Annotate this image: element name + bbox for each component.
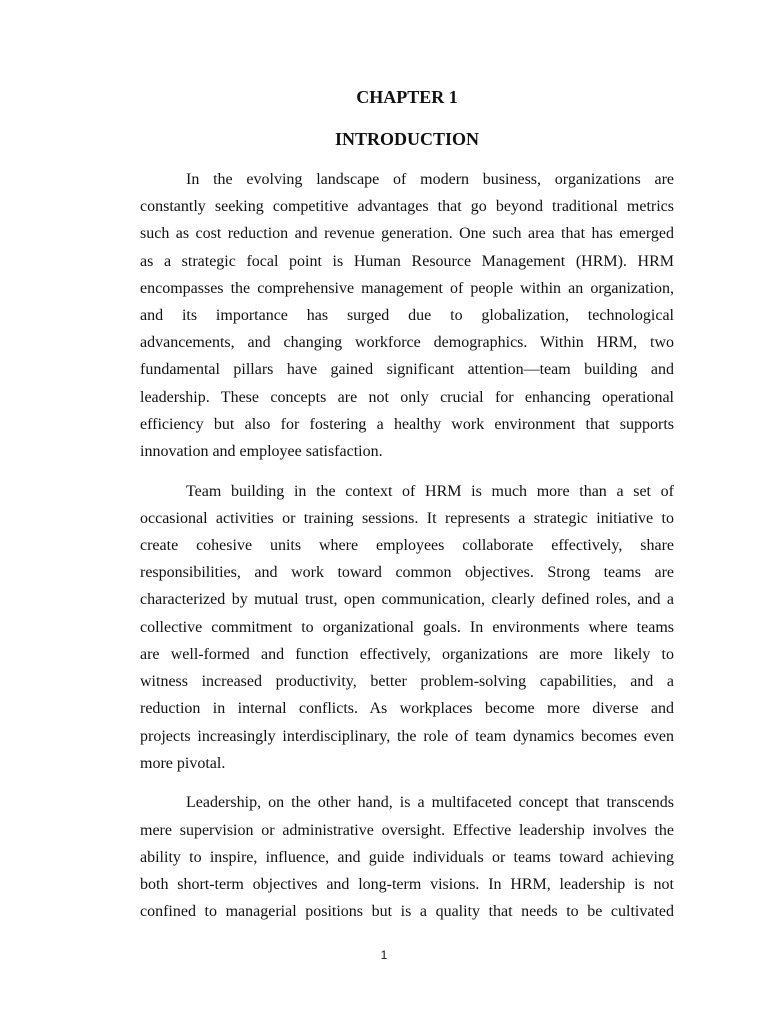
paragraph-line: occasional activities or training sessions. It represents a strategic initiative to bbox=[140, 510, 674, 527]
paragraph-line: characterized by mutual trust, open communication, clearly defined roles, and a bbox=[140, 591, 674, 608]
paragraph-line: as a strategic focal point is Human Resource Management (HRM). HRM bbox=[140, 253, 674, 270]
paragraph-line: projects increasingly interdisciplinary, the role of team dynamics becomes even bbox=[140, 728, 674, 745]
chapter-heading: CHAPTER 1 bbox=[356, 87, 458, 107]
paragraph-line: advancements, and changing workforce demographics. Within HRM, two bbox=[140, 334, 674, 351]
paragraph-line: such as cost reduction and revenue generation. One such area that has emerged bbox=[140, 225, 674, 242]
paragraph-line: Leadership, on the other hand, is a multifaceted concept that transcends bbox=[186, 794, 674, 811]
paragraph-line: are well-formed and function effectively, organizations are more likely to bbox=[140, 646, 674, 663]
paragraph-line: more pivotal. bbox=[140, 755, 226, 772]
paragraph-line: encompasses the comprehensive management of people within an organization, bbox=[140, 280, 674, 297]
paragraph-line: confined to managerial positions but is a quality that needs to be cultivated bbox=[140, 903, 674, 920]
paragraph-line: collective commitment to organizational goals. In environments where teams bbox=[140, 619, 674, 636]
paragraph-line: Team building in the context of HRM is much more than a set of bbox=[186, 483, 674, 500]
section-title: INTRODUCTION bbox=[334, 129, 480, 149]
paragraph-line: both short-term objectives and long-term visions. In HRM, leadership is not bbox=[140, 876, 674, 893]
paragraph-line: fundamental pillars have gained significant attention—team building and bbox=[140, 361, 674, 378]
paragraph-line: efficiency but also for fostering a healthy work environment that supports bbox=[140, 416, 674, 433]
paragraph-line: innovation and employee satisfaction. bbox=[140, 443, 383, 460]
paragraph-line: reduction in internal conflicts. As workplaces become more diverse and bbox=[140, 700, 674, 717]
paragraph-line: ability to inspire, influence, and guide individuals or teams toward achieving bbox=[140, 849, 674, 866]
paragraph-line: leadership. These concepts are not only crucial for enhancing operational bbox=[140, 389, 674, 406]
paragraph-line: witness increased productivity, better problem-solving capabilities, and a bbox=[140, 673, 674, 690]
paragraph-line: In the evolving landscape of modern business, organizations are bbox=[186, 171, 674, 188]
paragraph-line: create cohesive units where employees collaborate effectively, share bbox=[140, 537, 674, 554]
paragraph-line: and its importance has surged due to globalization, technological bbox=[140, 307, 674, 324]
paragraph-line: responsibilities, and work toward common objectives. Strong teams are bbox=[140, 564, 674, 581]
paragraph-line: constantly seeking competitive advantages that go beyond traditional metrics bbox=[140, 198, 674, 215]
paragraph-line: mere supervision or administrative oversight. Effective leadership involves the bbox=[140, 822, 674, 839]
page-number-text: 1 bbox=[380, 948, 388, 962]
